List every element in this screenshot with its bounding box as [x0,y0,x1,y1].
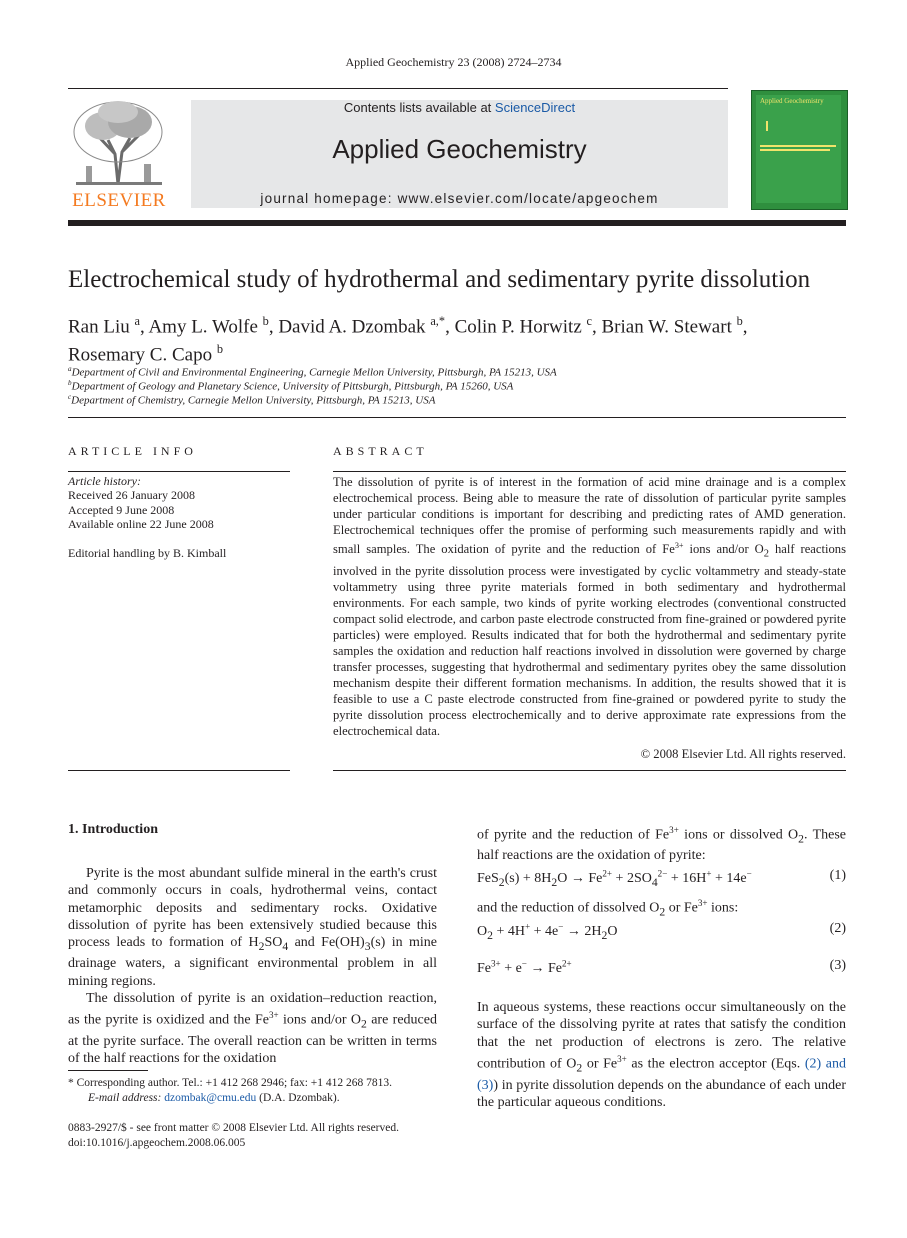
abstract-heading: ABSTRACT [333,444,428,458]
abstract-part: half reactions involved in the pyrite dissolution process were investigated by cyclic voltammetry and steady-state voltammetry using three pyrite materials formed in both sedimentary and hydrothermal environments. For each sample, two kinds of pyrite working electrodes (conventional constructed compact solid electrode, and carbon paste electrode constructed from fine-grained or powdered pyrite particles) were employed. Results indicated that for both the hydrothermal and sedimentary pyrite samples the oxidation and reduction half reactions involved in dissolution were governed by charge transfer processes, suggesting that hydrothermal and sedimentary pyrites obey the same dissolution mechanism despite their different formation mechanisms. In addition, the results showed that it is feasible to use a C paste electrode constructed from fine-grained or powdered pyrite to study the pyrite dissolution process electrochemically and to derive approximate rate expressions from the electrochemical data. [333,542,846,738]
equation-number: (2) [829,921,846,936]
elsevier-logo [68,96,170,212]
equation-number: (3) [829,958,846,973]
author: David A. Dzombak [278,316,426,338]
affiliation-text: Department of Civil and Environmental Engineering, Carnegie Mellon University, Pittsburgh, PA 15213, USA [71,366,557,379]
contents-prefix: Contents lists available at [343,100,495,115]
abstract-rule [333,471,846,472]
email-label: E-mail address: [88,1092,162,1104]
author-list: Ran Liu $^a$, Amy L. Wolfe $^b$, David A. Dzombak $^{a,*}$, Colin P. Horwitz $^c$, Brian W. Stewart $^b$, Rosemary C. Capo $^b$ [68,314,748,366]
abstract-rule-bottom [333,770,846,771]
footnote-rule [68,1070,148,1071]
equation-3 [477,958,846,977]
equation-body: $FeS_2(s) + 8H_2O \to Fe^{2+} + 2SO_4^{2-} + 16H^+ + 14e^-$ [477,868,752,889]
corresponding-footnote: * Corresponding author. Tel.: +1 412 268 2946; fax: +1 412 268 7813. E-mail address: dzombak@cmu.edu (D.A. Dzombak). [68,1077,393,1104]
header-rule [68,88,728,89]
affiliation-rule [68,417,846,418]
abstract-part: ions and/or O [683,542,764,557]
author-affil-mark: a [134,314,140,328]
equation-number: (1) [829,868,846,883]
author: Ran Liu [68,316,130,338]
equation-intro: and the reduction of dissolved $O_2$ or $Fe^{3+}$ ions: [477,898,739,919]
accepted-date: Accepted 9 June 2008 [68,502,175,517]
author-affil-mark: c [586,314,592,328]
history-label: Article history: [68,474,141,488]
journal-cover [751,90,848,210]
author-affil-mark: b [262,314,269,328]
cover-title: Applied Geochemistry [760,97,824,105]
affiliation [68,365,848,379]
paragraph: The dissolution of pyrite is an oxidation–reduction reaction, as the pyrite is oxidized and the $Fe^{3+}$ ions and/or $O_2$ are reduced at the pyrite surface. The overall reaction can be written in terms of the half reactions for the oxidation [68,990,437,1067]
affiliation-key: a [68,365,72,373]
affiliation-key: b [68,379,72,387]
info-rule-bottom [68,770,290,771]
received-date: Received 26 January 2008 [68,488,195,503]
journal-title: Applied Geochemistry [332,134,587,164]
paragraph: Pyrite is the most abundant sulfide mineral in the earth's crust and commonly occurs in coals, hydrothermal veins, contact metamorphic deposits and sedimentary rocks. Oxidative dissolution of pyrite has been extensively studied because this process leads to formation of $H_2SO_4$ and $Fe(OH)_3(s)$ in mine drainage waters, a significant environmental problem in all mining regions. [68,866,438,989]
article-info-heading: ARTICLE INFO [68,444,197,458]
issn-line: 0883-2927/$ - see front matter © 2008 Elsevier Ltd. All rights reserved. [68,1122,399,1134]
equation-2 [477,921,846,941]
journal-reference: Applied Geochemistry 23 (2008) 2724–2734 [345,55,562,69]
author-affil-mark: b [736,314,743,328]
editorial-handling: Editorial handling by B. Kimball [68,546,227,561]
affiliation [68,393,848,407]
affiliation-text: Department of Geology and Planetary Science, University of Pittsburgh, Pittsburgh, PA 15260, USA [71,380,514,393]
email-owner: (D.A. Dzombak). [259,1092,340,1104]
author: Rosemary C. Capo [68,344,213,366]
right-column-bottom [477,985,846,1125]
author: Colin P. Horwitz [454,316,582,338]
publisher-logo-text: ELSEVIER [72,190,166,211]
affiliation-text: Department of Chemistry, Carnegie Mellon University, Pittsburgh, PA 15213, USA [71,394,436,407]
doi-line[interactable]: doi:10.1016/j.apgeochem.2008.06.005 [68,1137,246,1149]
article-title: Electrochemical study of hydrothermal and sedimentary pyrite dissolution [68,266,811,293]
right-column-top: of pyrite and the reduction of $Fe^{3+}$ ions or dissolved $O_2$. These half reactions are the oxidation of pyrite: [477,825,847,864]
journal-homepage[interactable]: journal homepage: www.elsevier.com/locate/apgeochem [260,191,659,206]
copyright: © 2008 Elsevier Ltd. All rights reserved. [640,747,846,761]
affiliation [68,379,848,393]
contents-line [191,100,728,115]
abstract-text: The dissolution of pyrite is of interest in the formation of acid mine drainage and is a complex electrochemical process. Being able to measure the rate of dissolution of particular pyrite samples under particular conditions is important for describing and predicting rates of AMD generation. Electrochemical techniques offer the promise of performing such measurements rapidly and with small samples. The oxidation of pyrite and the reduction of $Fe^{3+}$ ions and/or $O_2$ half reactions involved in the pyrite dissolution process were investigated by cyclic voltammetry and steady-state voltammetry using three pyrite materials formed in both sedimentary and hydrothermal environments. For each sample, two kinds of pyrite working electrodes (conventional constructed compact solid electrode, and carbon paste electrode constructed from fine-grained or powdered pyrite particles) were employed. Results indicated that for both the hydrothermal and sedimentary pyrite samples the oxidation and reduction half reactions involved in dissolution were governed by charge transfer processes, suggesting that hydrothermal and sedimentary pyrites obey the same dissolution mechanism despite their different formation mechanisms. In addition, the results showed that it is feasible to use a C paste electrode constructed from fine-grained or powdered pyrite to study the pyrite dissolution process electrochemically and to derive approximate rate expressions from the electrochemical data. [333,475,846,738]
paragraph: In aqueous systems, these reactions occur simultaneously on the surface of the dissolving pyrite at rates that satisfy the condition that the net production of electrons is zero. The relative contribution of $O_2$ or $Fe^{3+}$ as the electron acceptor (Eqs. (2) and (3)) in pyrite dissolution depends on the abundance of each under the particular aqueous conditions. [477,1000,846,1110]
info-rule [68,471,290,472]
author: Amy L. Wolfe [148,316,258,338]
online-date: Available online 22 June 2008 [68,516,214,531]
author-affil-mark: a,* [430,314,446,328]
equation-body: $Fe^{3+} + e^- \to Fe^{2+}$ [477,958,572,976]
article-history [68,474,290,560]
abstract-part: The dissolution of pyrite is of interest in the formation of acid mine drainage and is a complex electrochemical process. Being able to measure the rate of dissolution of particular pyrite samples under particular conditions is important for describing and predicting rates of AMD generation. Electrochemical techniques offer the promise of performing such measurements rapidly and with small samples. The oxidation of pyrite and the reduction of Fe [333,475,846,557]
email-link[interactable]: dzombak@cmu.edu [164,1092,257,1104]
header-thick-rule [68,220,846,226]
equation-link[interactable]: (2) and (3) [477,1056,846,1093]
affiliation-key: c [68,393,72,401]
author: Brian W. Stewart [601,316,732,338]
equation-1 [477,868,846,888]
corresponding-text: Corresponding author. Tel.: +1 412 268 2946; fax: +1 412 268 7813. [76,1077,393,1089]
left-column [68,865,437,1068]
author-affil-mark: b [216,342,223,357]
issn-block [68,1121,448,1151]
equation-body: $O_2 + 4H^+ + 4e^- \to 2H_2O$ [477,921,618,942]
sciencedirect-link[interactable]: ScienceDirect [494,100,576,115]
section-heading: 1. Introduction [68,822,158,837]
